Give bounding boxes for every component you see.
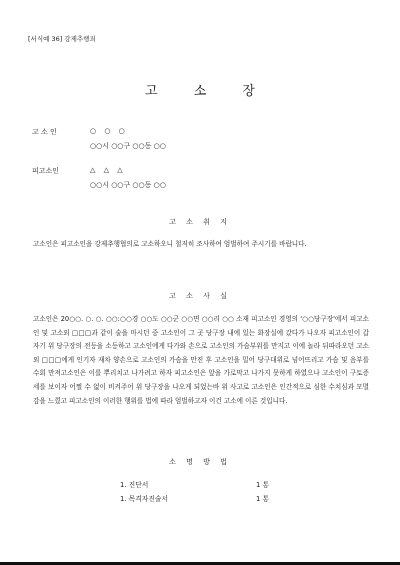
- facts-text: [33, 313, 369, 408]
- accused-block: [0, 166, 400, 196]
- complainant-address: ○○시 ○○구 ○○동 ○○: [90, 142, 166, 150]
- accused-address: ○○시 ○○구 ○○동 ○○: [90, 181, 166, 189]
- form-label: [서식예 36] 강제추행죄: [28, 35, 96, 43]
- evidence-item-name: 1. 목격자진술서: [120, 495, 169, 503]
- title-char: 장: [242, 84, 255, 99]
- evidence-item-name: 1. 진단서: [120, 481, 149, 489]
- title-char: 소: [193, 84, 207, 99]
- evidence-item-quantity: 1 통: [256, 481, 270, 489]
- evidence-item: [0, 493, 400, 505]
- complainant-label: 고 소 인: [32, 128, 57, 136]
- document-title: [0, 80, 400, 99]
- title-char: 고: [145, 84, 158, 99]
- accused-name: △ △ △: [90, 166, 126, 174]
- complainant-block: [0, 127, 400, 157]
- accused-label: 피고소인: [32, 167, 60, 175]
- complainant-name: ○ ○ ○: [90, 127, 128, 135]
- facts-paragraph: 고소인은 20○○. ○. ○. ○○:○○경 ○○도 ○○군 ○○면 ○○리 ○○ 소재 피고소인 경영의 '○○당구장'에서 피고소인 및 고소외 □□□과 같이 술을 마시던 중 고소인이 그 곳 당구장 내에 있는 화장실에 갔다가 나오자 피고소인이 갑자기 위 당구장의 전등을 소등하고 고소인에게 다가와 손으로 고소인의 가슴부위를 만지고 이에 놀라 뒤따라오던 고소외 □□□에게 인기자 재차 양손으로 고소인의 가슴을 만진 후 고소인을 밀어 당구대위로 넘어뜨리고 가슴 및 음부를 수회 만져고소인은 이를 뿌리치고 나가려고 하자 피고소인은 앞을 가로막고 나가지 못하게 하였으나 고소인이 구토증세를 보이자 어쩔 수 없이 비켜주어 위 당구장을 나오게 되었는바 위 사고로 고소인은 인간적으로 심한 수치심과 모멸감을 느꼈고 피고소인의 이러한 행위를 법에 따라 엄벌하고자 이건 고소에 이른 것입니다.: [33, 315, 369, 405]
- purpose-text: [33, 238, 369, 252]
- evidence-item-quantity: 1 통: [256, 495, 270, 503]
- purpose-heading: 고 소 취 지: [169, 218, 231, 226]
- purpose-paragraph: 고소인은 피고소인을 강제추행협의로 고소하오니 철저히 조사하여 엄벌하여 주시기를 바랍니다.: [33, 240, 307, 248]
- evidence-heading: 소 명 방 법: [169, 458, 231, 466]
- facts-heading: 고 소 사 실: [169, 292, 231, 300]
- evidence-item: [0, 479, 400, 491]
